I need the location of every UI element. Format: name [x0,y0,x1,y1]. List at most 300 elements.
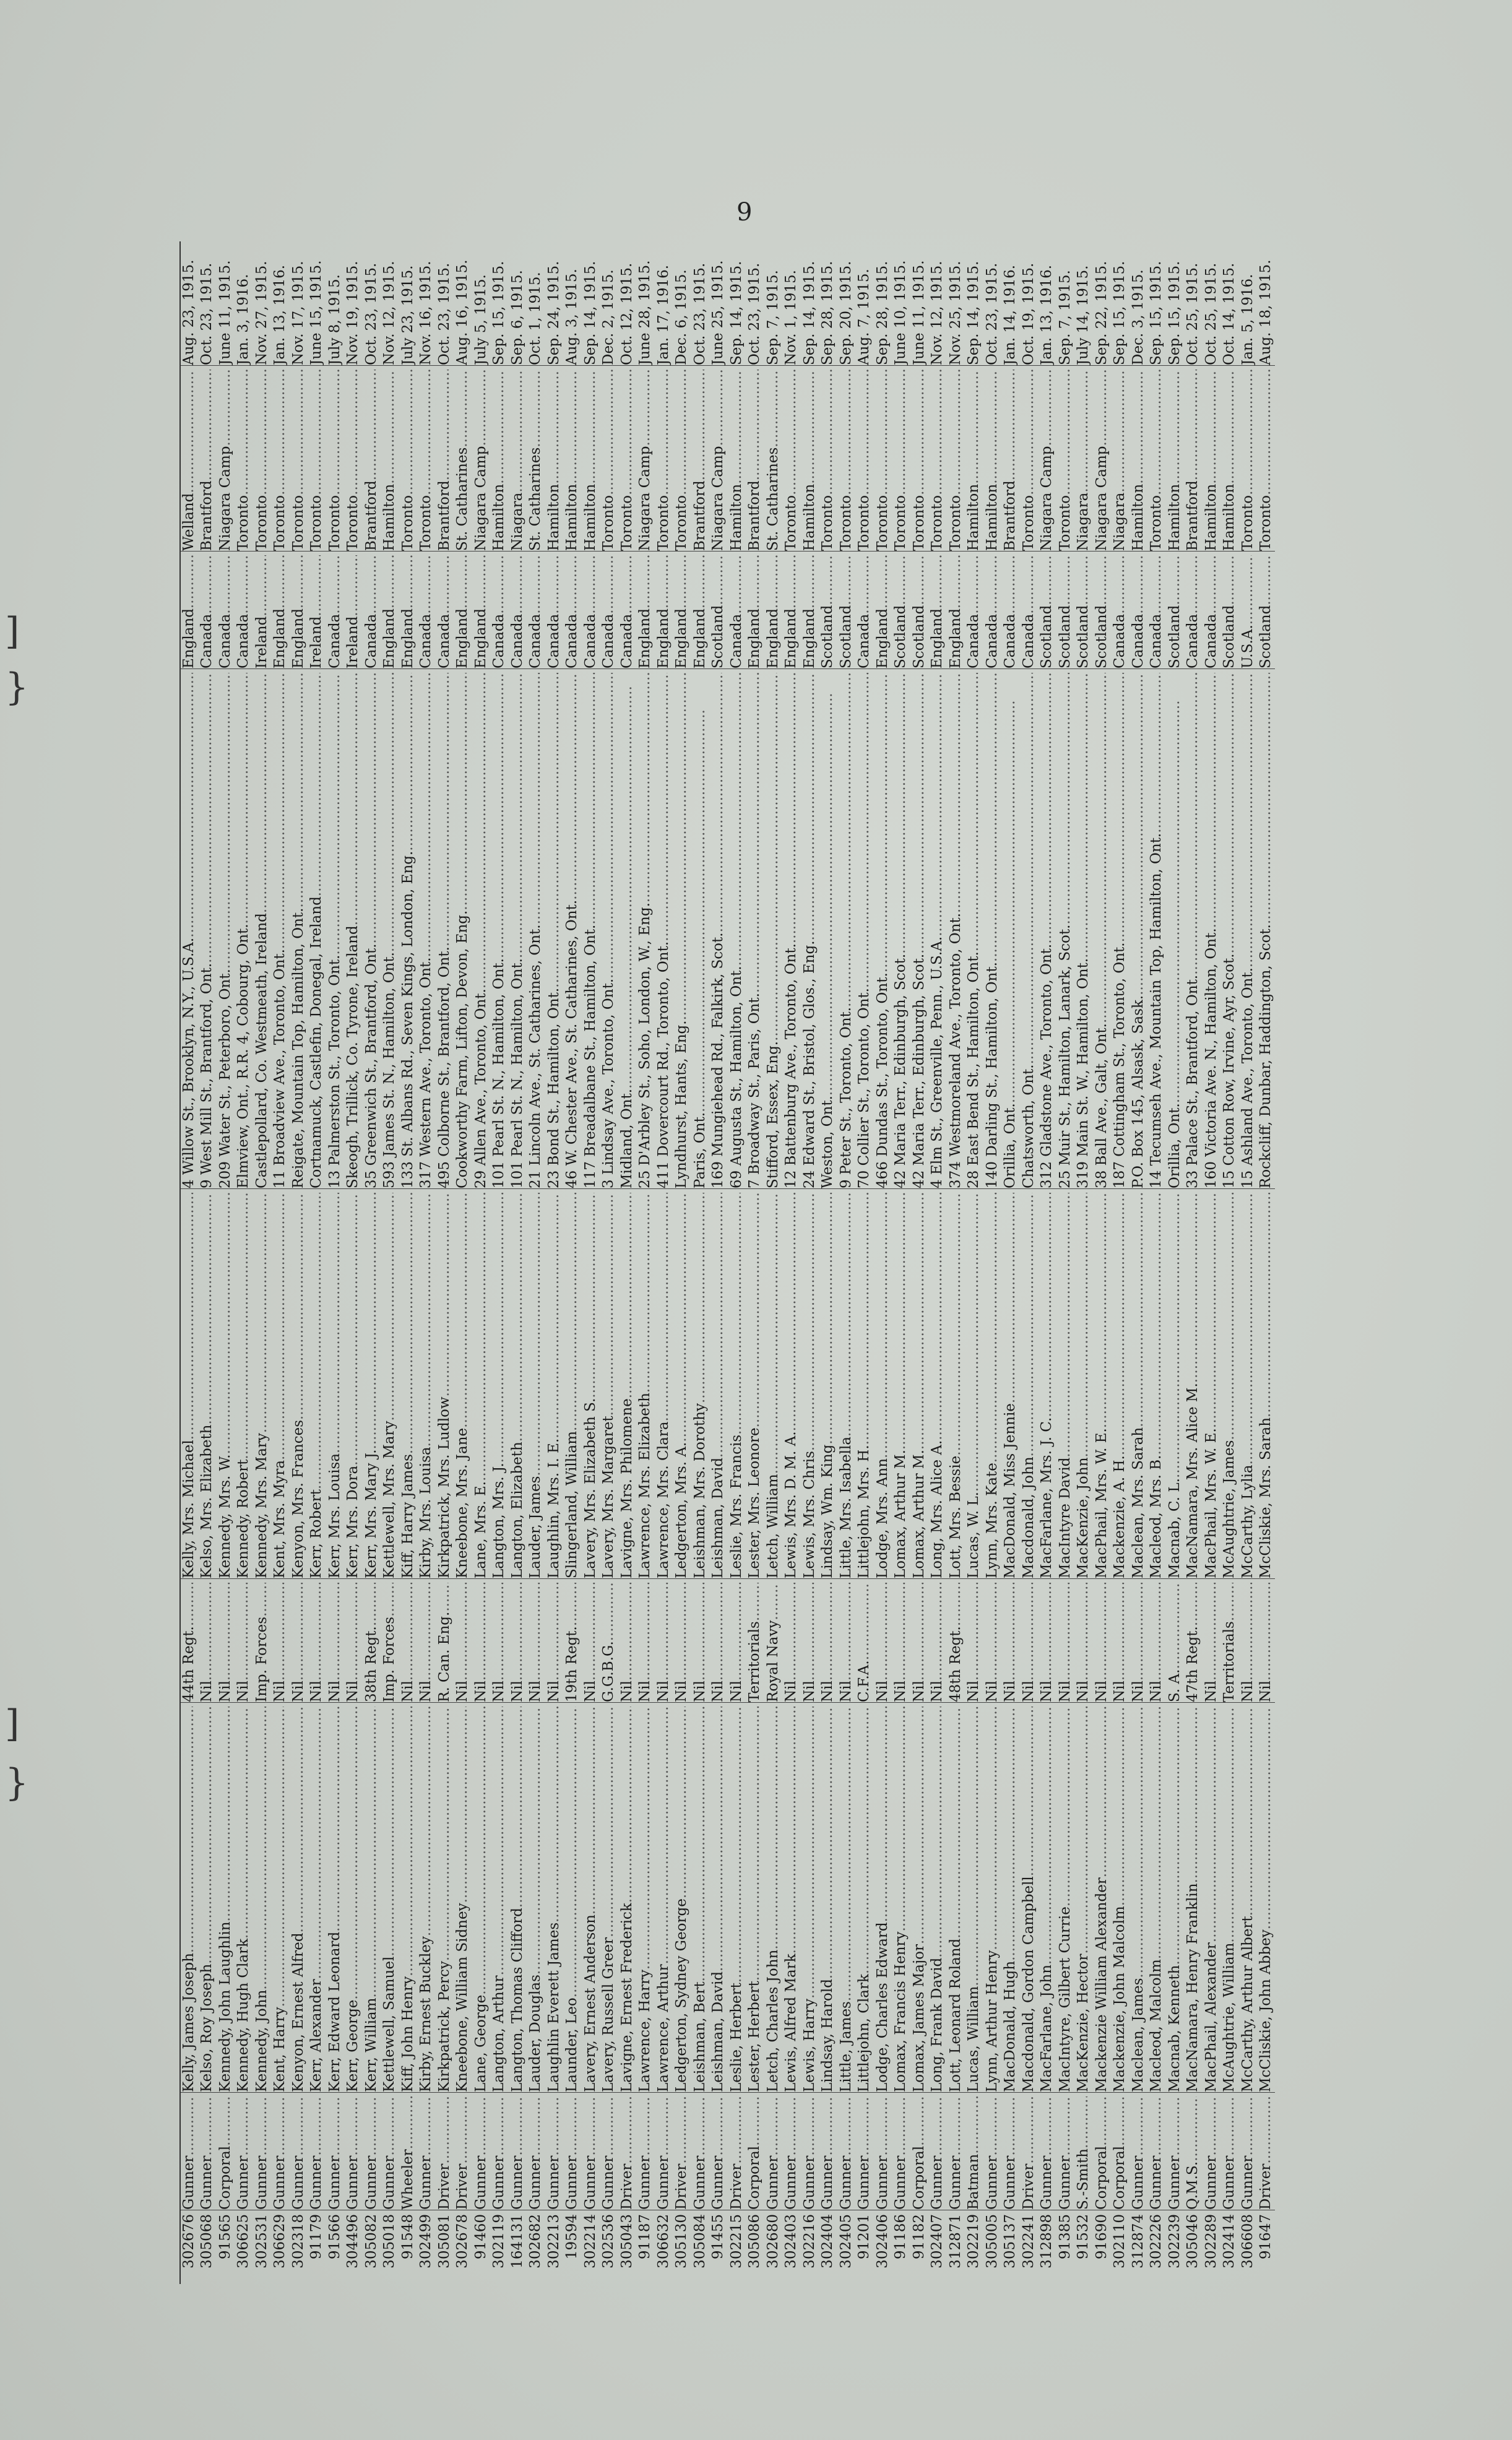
next-of-kin-cell [965,1188,983,1578]
enlistment-place: Hamilton [564,483,581,551]
soldier-name-cell [709,1702,728,2092]
rank-cell [746,2092,764,2210]
enlistment-place: Toronto [326,495,343,551]
enlistment-date: Jan. 17, 1916. [655,264,672,365]
previous-service-cell [800,1578,819,1702]
address-cell [1184,668,1203,1188]
address: Cookworthy Farm, Lifton, Devon, Eng. [454,910,471,1188]
next-of-kin-cell [289,1188,308,1578]
enlistment-place-cell [289,365,308,551]
birthplace: Scotland [892,605,909,668]
next-of-kin-cell [381,1188,399,1578]
birthplace-cell [910,551,928,668]
address: 3 Lindsay Ave., Toronto, Ont. [600,978,617,1188]
previous-service: Nil [1002,1681,1019,1702]
regimental-number: 302226 [1148,2214,1165,2269]
birthplace: Canada [509,613,525,668]
address-cell [1038,668,1056,1188]
regimental-number-cell [1165,2210,1184,2284]
next-of-kin: McCliskie, Mrs. Sarah [1258,1417,1274,1578]
address: 70 Collier St., Toronto, Ont. [856,988,873,1188]
regimental-number-cell [308,2210,326,2284]
regimental-number: 91187 [637,2214,654,2260]
rank: Wheeler [399,2149,416,2210]
rank-cell [581,2092,600,2210]
previous-service-cell [1074,1578,1093,1702]
soldier-name-cell [1056,1702,1074,2092]
next-of-kin-cell [326,1188,344,1578]
soldier-name: Lindsay, Harold [819,1979,836,2092]
next-of-kin: Macleod, Mrs. B. [1148,1455,1165,1578]
next-of-kin: Lomax, Arthur M. [910,1450,927,1578]
previous-service: Nil [235,1681,252,1702]
rank-cell [946,2092,965,2210]
enlistment-place: Niagara Camp [1093,446,1110,551]
enlistment-place: Toronto [600,495,617,551]
soldier-name-cell [308,1702,326,2092]
regimental-number: 306629 [272,2214,288,2269]
enlistment-place: Hamilton [983,483,1000,551]
rank: Driver [673,2163,690,2210]
birthplace-cell [179,551,198,668]
enlistment-place-cell [1129,365,1147,551]
binding-mark: } [5,665,29,709]
soldier-name: Langton, Arthur [491,1975,508,2092]
rank: Gunner [1203,2155,1219,2210]
address-cell [472,668,490,1188]
address-cell [800,668,819,1188]
next-of-kin: Lauder, James [527,1476,544,1578]
enlistment-place: Hamilton [545,483,562,551]
regimental-number: 302213 [545,2214,562,2269]
next-of-kin-cell [235,1188,253,1578]
address: 25 Muir St., Hamilton, Lanark, Scot. [1056,924,1073,1188]
enlistment-date: Nov. 25, 1915. [947,261,964,365]
regimental-number: 305137 [1002,2214,1019,2269]
enlistment-place-cell [618,365,636,551]
birthplace-cell [1038,551,1056,668]
previous-service: G.G.B.G. [600,1641,617,1702]
next-of-kin: Lavery, Mrs. Margaret [600,1416,617,1578]
enlistment-date-cell [581,241,600,365]
birthplace-cell [344,551,363,668]
previous-service: Nil [1020,1681,1037,1702]
rank-cell [837,2092,855,2210]
enlistment-date: Oct. 23, 1915. [199,262,215,365]
table-row [454,241,472,2284]
regimental-number: 302119 [491,2214,508,2269]
regimental-number: 302680 [764,2214,781,2269]
birthplace: Canada [1148,613,1165,668]
enlistment-date: Sep. 20, 1915. [837,261,854,365]
soldier-name-cell [618,1702,636,2092]
soldier-name-cell [527,1702,545,2092]
rank-cell [179,2092,198,2210]
address: 209 Water St., Peterboro, Ont. [217,969,233,1188]
next-of-kin-cell [198,1188,217,1578]
previous-service-cell [1019,1578,1038,1702]
regimental-number-cell [928,2210,947,2284]
previous-service: Nil [691,1681,708,1702]
birthplace-cell [819,551,837,668]
birthplace-cell [527,551,545,668]
table-row [673,241,691,2284]
regimental-number: 306608 [1239,2214,1256,2269]
soldier-name-cell [1092,1702,1111,2092]
next-of-kin: Kennedy, Robert [235,1459,252,1578]
enlistment-date: July 14, 1915. [1075,265,1092,365]
previous-service-cell [782,1578,801,1702]
enlistment-place: Toronto [1148,495,1165,551]
regimental-number-cell [216,2210,235,2284]
next-of-kin-cell [946,1188,965,1578]
regimental-number: 312871 [947,2214,964,2269]
previous-service-cell [654,1578,673,1702]
table-row [1184,241,1203,2284]
birthplace-cell [198,551,217,668]
regimental-number-cell [454,2210,472,2284]
table-row [179,241,198,2284]
soldier-name: Lawrence, Arthur [655,1964,672,2092]
regimental-number: 19594 [564,2214,581,2260]
table-row [873,241,892,2284]
next-of-kin-cell [472,1188,490,1578]
table-row [399,241,417,2284]
next-of-kin: Leishman, Mrs. Dorothy [691,1403,708,1578]
address-cell [946,668,965,1188]
next-of-kin: Mackenzie, A. H. [1112,1455,1128,1578]
next-of-kin-cell [1257,1188,1276,1578]
soldier-name-cell [746,1702,764,2092]
regimental-number: 305068 [199,2214,215,2269]
enlistment-place-cell [983,365,1001,551]
rank-cell [1147,2092,1166,2210]
rank: Corporal [1112,2145,1128,2210]
soldier-name-cell [545,1702,563,2092]
birthplace: Canada [1112,613,1128,668]
regimental-number: 302241 [1020,2214,1037,2269]
previous-service-cell [308,1578,326,1702]
rank: Gunner [655,2155,672,2210]
previous-service-cell [600,1578,618,1702]
previous-service-cell [435,1578,454,1702]
table-row [855,241,874,2284]
previous-service: Nil [491,1681,508,1702]
regimental-number-cell [1238,2210,1257,2284]
enlistment-place-cell [362,365,381,551]
soldier-name-cell [764,1702,782,2092]
birthplace: England [454,608,471,668]
birthplace-cell [1147,551,1166,668]
rank-cell [1111,2092,1130,2210]
enlistment-date-cell [800,241,819,365]
soldier-name-cell [490,1702,509,2092]
rank-cell [819,2092,837,2210]
regimental-number-cell [1220,2210,1239,2284]
regimental-number-cell [855,2210,874,2284]
soldier-name-cell [326,1702,344,2092]
soldier-name: MacKenzie, Hector [1075,1953,1092,2092]
birthplace-cell [581,551,600,668]
previous-service: Nil [217,1681,233,1702]
regimental-number-cell [1074,2210,1093,2284]
birthplace-cell [892,551,910,668]
soldier-name: Kerr, George [345,1999,361,2092]
table-row [782,241,801,2284]
regimental-number: 302404 [819,2214,836,2269]
next-of-kin: Lewis, Mrs. Chris [801,1451,818,1578]
soldier-name: McAughtrie, William [1221,1942,1238,2092]
regimental-number-cell [709,2210,728,2284]
address-cell [417,668,436,1188]
rank-cell [727,2092,746,2210]
table-row [1147,241,1166,2284]
soldier-name-cell [673,1702,691,2092]
birthplace: Canada [217,613,233,668]
regimental-number-cell [1129,2210,1147,2284]
rank: Gunner [764,2155,781,2210]
birthplace: Canada [1185,613,1201,668]
enlistment-place-cell [490,365,509,551]
enlistment-date: Dec. 3, 1915. [1130,269,1146,365]
enlistment-place-cell [764,365,782,551]
birthplace-cell [764,551,782,668]
birthplace-cell [800,551,819,668]
next-of-kin-cell [1220,1188,1239,1578]
previous-service: Nil [837,1681,854,1702]
address-cell [308,668,326,1188]
rank: Gunner [253,2155,270,2210]
next-of-kin: Laughlin, Mrs. I. E. [545,1438,562,1578]
address: 29 Allen Ave., Toronto, Ont. [472,989,489,1188]
regimental-number-cell [1019,2210,1038,2284]
previous-service-cell [381,1578,399,1702]
previous-service-cell [746,1578,764,1702]
next-of-kin: MacPhail, Mrs. W. E. [1093,1428,1110,1578]
regimental-number-cell [198,2210,217,2284]
address: 14 Tecumseh Ave., Mountain Top, Hamilton, Ont. [1148,833,1165,1188]
previous-service: Nil [326,1681,343,1702]
soldier-name: Kelso, Roy Joseph [199,1963,215,2092]
address-cell [965,668,983,1188]
enlistment-date: Oct. 1, 1915. [527,272,544,365]
enlistment-date: July 23, 1915. [399,265,416,365]
enlistment-place: Hamilton [728,483,745,551]
birthplace: Ireland [345,616,361,668]
enlistment-date: Sep. 14, 1915. [801,261,818,365]
enlistment-place: Toronto [1258,495,1274,551]
enlistment-place: Toronto [947,495,964,551]
table-row [928,241,947,2284]
rank: Gunner [819,2155,836,2210]
regimental-number: 91647 [1258,2214,1274,2260]
soldier-name-cell [1238,1702,1257,2092]
rank-cell [435,2092,454,2210]
next-of-kin: Kerr, Mrs. Louisa [326,1453,343,1578]
address-cell [1220,668,1239,1188]
previous-service-cell [508,1578,527,1702]
previous-service-cell [326,1578,344,1702]
previous-service: Nil [308,1681,325,1702]
birthplace-cell [1184,551,1203,668]
next-of-kin: Langton, Mrs. J. [491,1463,508,1578]
birthplace: England [655,608,672,668]
next-of-kin: Lawrence, Mrs. Elizabeth [637,1393,654,1578]
birthplace-cell [673,551,691,668]
rank-cell [381,2092,399,2210]
table-row [1257,241,1276,2284]
next-of-kin: Long, Mrs. Alice A. [929,1440,946,1578]
birthplace: Canada [966,613,982,668]
regimental-number-cell [1092,2210,1111,2284]
birthplace-cell [1074,551,1093,668]
address: 133 St. Albans Rd., Seven Kings, London, Eng. [399,850,416,1188]
regimental-number-cell [1147,2210,1166,2284]
birthplace: Scotland [710,605,727,668]
birthplace-cell [873,551,892,668]
soldier-name-cell [800,1702,819,2092]
table-row [1202,241,1220,2284]
rank-cell [344,2092,363,2210]
regimental-number: 302215 [728,2214,745,2269]
soldier-name: Kerr, Alexander [308,1979,325,2092]
address: 38 Ball Ave., Galt, Ont. [1093,1023,1110,1188]
enlistment-place-cell [399,365,417,551]
previous-service: Nil [983,1681,1000,1702]
previous-service-cell [983,1578,1001,1702]
enlistment-place: Toronto [1056,495,1073,551]
birthplace: England [691,608,708,668]
birthplace-cell [490,551,509,668]
soldier-name: Mackenzie, John Malcolm [1112,1906,1128,2092]
enlistment-place: Niagara [509,492,525,551]
rank-cell [1129,2092,1147,2210]
enlistment-place-cell [581,365,600,551]
regimental-number-cell [1001,2210,1020,2284]
soldier-name: Langton, Thomas Clifford [509,1908,525,2092]
enlistment-place: Hamilton [1203,483,1219,551]
soldier-name: Launder, Leo [564,1997,581,2092]
table-row [289,241,308,2284]
address-cell [618,668,636,1188]
enlistment-date: Sep. 15, 1915. [1166,261,1183,365]
enlistment-date-cell [1202,241,1220,365]
soldier-name: Mackenzie William Alexander [1093,1877,1110,2092]
regimental-number: 91201 [856,2214,873,2260]
address: 15 Ashland Ave., Toronto, Ont. [1239,967,1256,1188]
regimental-number-cell [965,2210,983,2284]
page-number: 9 [737,198,753,227]
table-row [746,241,764,2284]
next-of-kin-cell [1129,1188,1147,1578]
address-cell [198,668,217,1188]
address-cell [235,668,253,1188]
rank-cell [654,2092,673,2210]
enlistment-place: Toronto [235,495,252,551]
enlistment-date: Aug. 7, 1915. [856,269,873,365]
enlistment-place: St. Catharines [454,447,471,551]
next-of-kin: Kelly, Mrs. Michael [180,1440,197,1578]
soldier-name-cell [819,1702,837,2092]
birthplace-cell [472,551,490,668]
enlistment-date-cell [983,241,1001,365]
next-of-kin-cell [800,1188,819,1578]
enlistment-date: June 25, 1915. [710,260,727,365]
next-of-kin: Kerr, Robert [308,1489,325,1578]
enlistment-date-cell [381,241,399,365]
enlistment-date-cell [435,241,454,365]
next-of-kin: McAughtrie, James [1221,1440,1238,1578]
enlistment-place-cell [910,365,928,551]
soldier-name: Leishman, David [710,1971,727,2092]
binding-mark: } [5,1761,29,1804]
enlistment-date-cell [179,241,198,365]
address: Lyndhurst, Hants, Eng. [673,1020,690,1188]
previous-service: Nil [472,1681,489,1702]
regimental-number-cell [235,2210,253,2284]
regimental-number: 302239 [1166,2214,1183,2269]
enlistment-date: Sep. 15, 1915. [491,261,508,365]
rank: Driver [1258,2163,1274,2210]
birthplace: England [673,608,690,668]
next-of-kin: MacPhail, Mrs. W. E. [1203,1428,1219,1578]
rank: Gunner [983,2155,1000,2210]
birthplace-cell [289,551,308,668]
rank: Gunner [1221,2155,1238,2210]
enlistment-date-cell [764,241,782,365]
birthplace: Canada [582,613,598,668]
enlistment-date-cell [1184,241,1203,365]
next-of-kin: Lomax, Arthur M. [892,1450,909,1578]
previous-service: Nil [801,1681,818,1702]
address: 25 D'Arbley St., Soho, London, W., Eng. [637,902,654,1188]
enlistment-date: Sep. 15, 1915. [1148,261,1165,365]
enlistment-place-cell [1184,365,1203,551]
previous-service-cell [727,1578,746,1702]
enlistment-place-cell [1165,365,1184,551]
rank-cell [1056,2092,1074,2210]
soldier-name-cell [1111,1702,1130,2092]
address-cell [545,668,563,1188]
next-of-kin: MacNamara, Mrs. Alice M. [1185,1383,1201,1578]
birthplace: England [947,608,964,668]
rank: Gunner [472,2155,489,2210]
enlistment-date-cell [946,241,965,365]
next-of-kin-cell [910,1188,928,1578]
next-of-kin-cell [928,1188,947,1578]
table-row [1220,241,1239,2284]
next-of-kin-cell [746,1188,764,1578]
previous-service: Nil [1112,1681,1128,1702]
rank-cell [271,2092,290,2210]
address: 411 Dovercourt Rd., Toronto, Ont. [655,941,672,1188]
address-cell [1074,668,1093,1188]
soldier-name-cell [1019,1702,1038,2092]
regimental-number: 302414 [1221,2214,1238,2269]
enlistment-date: Sep. 14, 1915. [966,261,982,365]
birthplace: England [272,608,288,668]
regimental-number-cell [946,2210,965,2284]
birthplace-cell [508,551,527,668]
next-of-kin-cell [1111,1188,1130,1578]
enlistment-date-cell [1129,241,1147,365]
rank-cell [691,2092,709,2210]
regimental-number: 305130 [673,2214,690,2269]
regimental-number: 91179 [308,2214,325,2260]
table-row [362,241,381,2284]
enlistment-date-cell [618,241,636,365]
enlistment-date-cell [1238,241,1257,365]
